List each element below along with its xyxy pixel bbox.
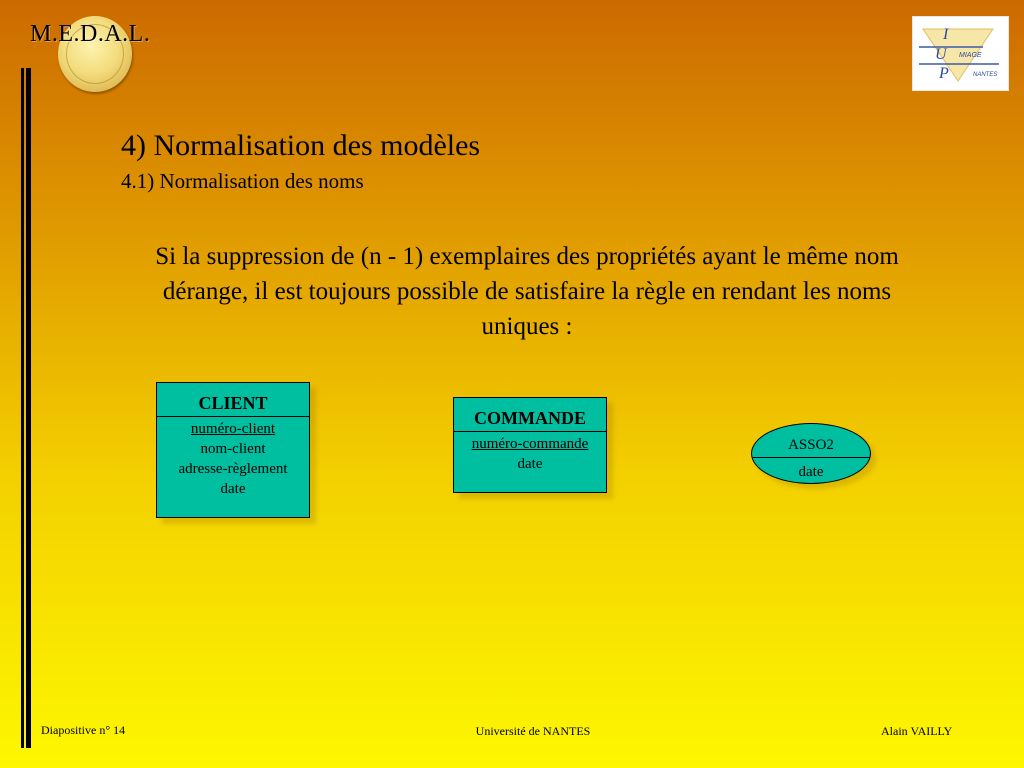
entity-commande-name: COMMANDE (454, 398, 606, 432)
entity-property-identifier: numéro-commande (471, 436, 589, 452)
entity-client (156, 382, 310, 518)
entity-client-name: CLIENT (157, 383, 309, 417)
left-rule-thick (26, 68, 31, 748)
footer-university: Université de NANTES (475, 724, 591, 738)
left-rule-thin (21, 68, 24, 748)
medal-title: M.E.D.A.L. (30, 21, 151, 47)
footer-slide-number: Diapositive n° 14 (41, 723, 126, 737)
footer-author: Alain VAILLY (881, 724, 953, 738)
entity-property-identifier: numéro-client (190, 421, 276, 437)
logo-word-nantes: NANTES (973, 72, 998, 78)
entity-property: adresse-règlement (178, 461, 288, 477)
association-divider (752, 457, 870, 458)
association-asso2 (751, 423, 871, 484)
slide-subtitle: 4.1) Normalisation des noms (121, 169, 364, 193)
slide-body-text: Si la suppression de (n - 1) exemplaires des propriétés ayant le même nom dérange, il est toujours possible de satisfaire la règle en rendant les noms uniques : (155, 243, 899, 340)
slide-title: 4) Normalisation des modèles (121, 129, 481, 162)
entity-property: date (220, 481, 246, 497)
entity-client-properties (157, 417, 309, 499)
entity-commande-properties (454, 432, 606, 474)
logo-letter-i: I (943, 26, 949, 43)
association-property: date (798, 464, 824, 480)
logo-letter-p: P (939, 65, 949, 82)
logo-word-miage: MIAGE (959, 52, 982, 59)
iup-miage-logo (912, 16, 1009, 91)
entity-property: date (517, 456, 543, 472)
logo-letter-u: U (935, 46, 947, 63)
entity-property: nom-client (200, 441, 266, 457)
association-name: ASSO2 (788, 437, 834, 453)
entity-commande (453, 397, 607, 493)
